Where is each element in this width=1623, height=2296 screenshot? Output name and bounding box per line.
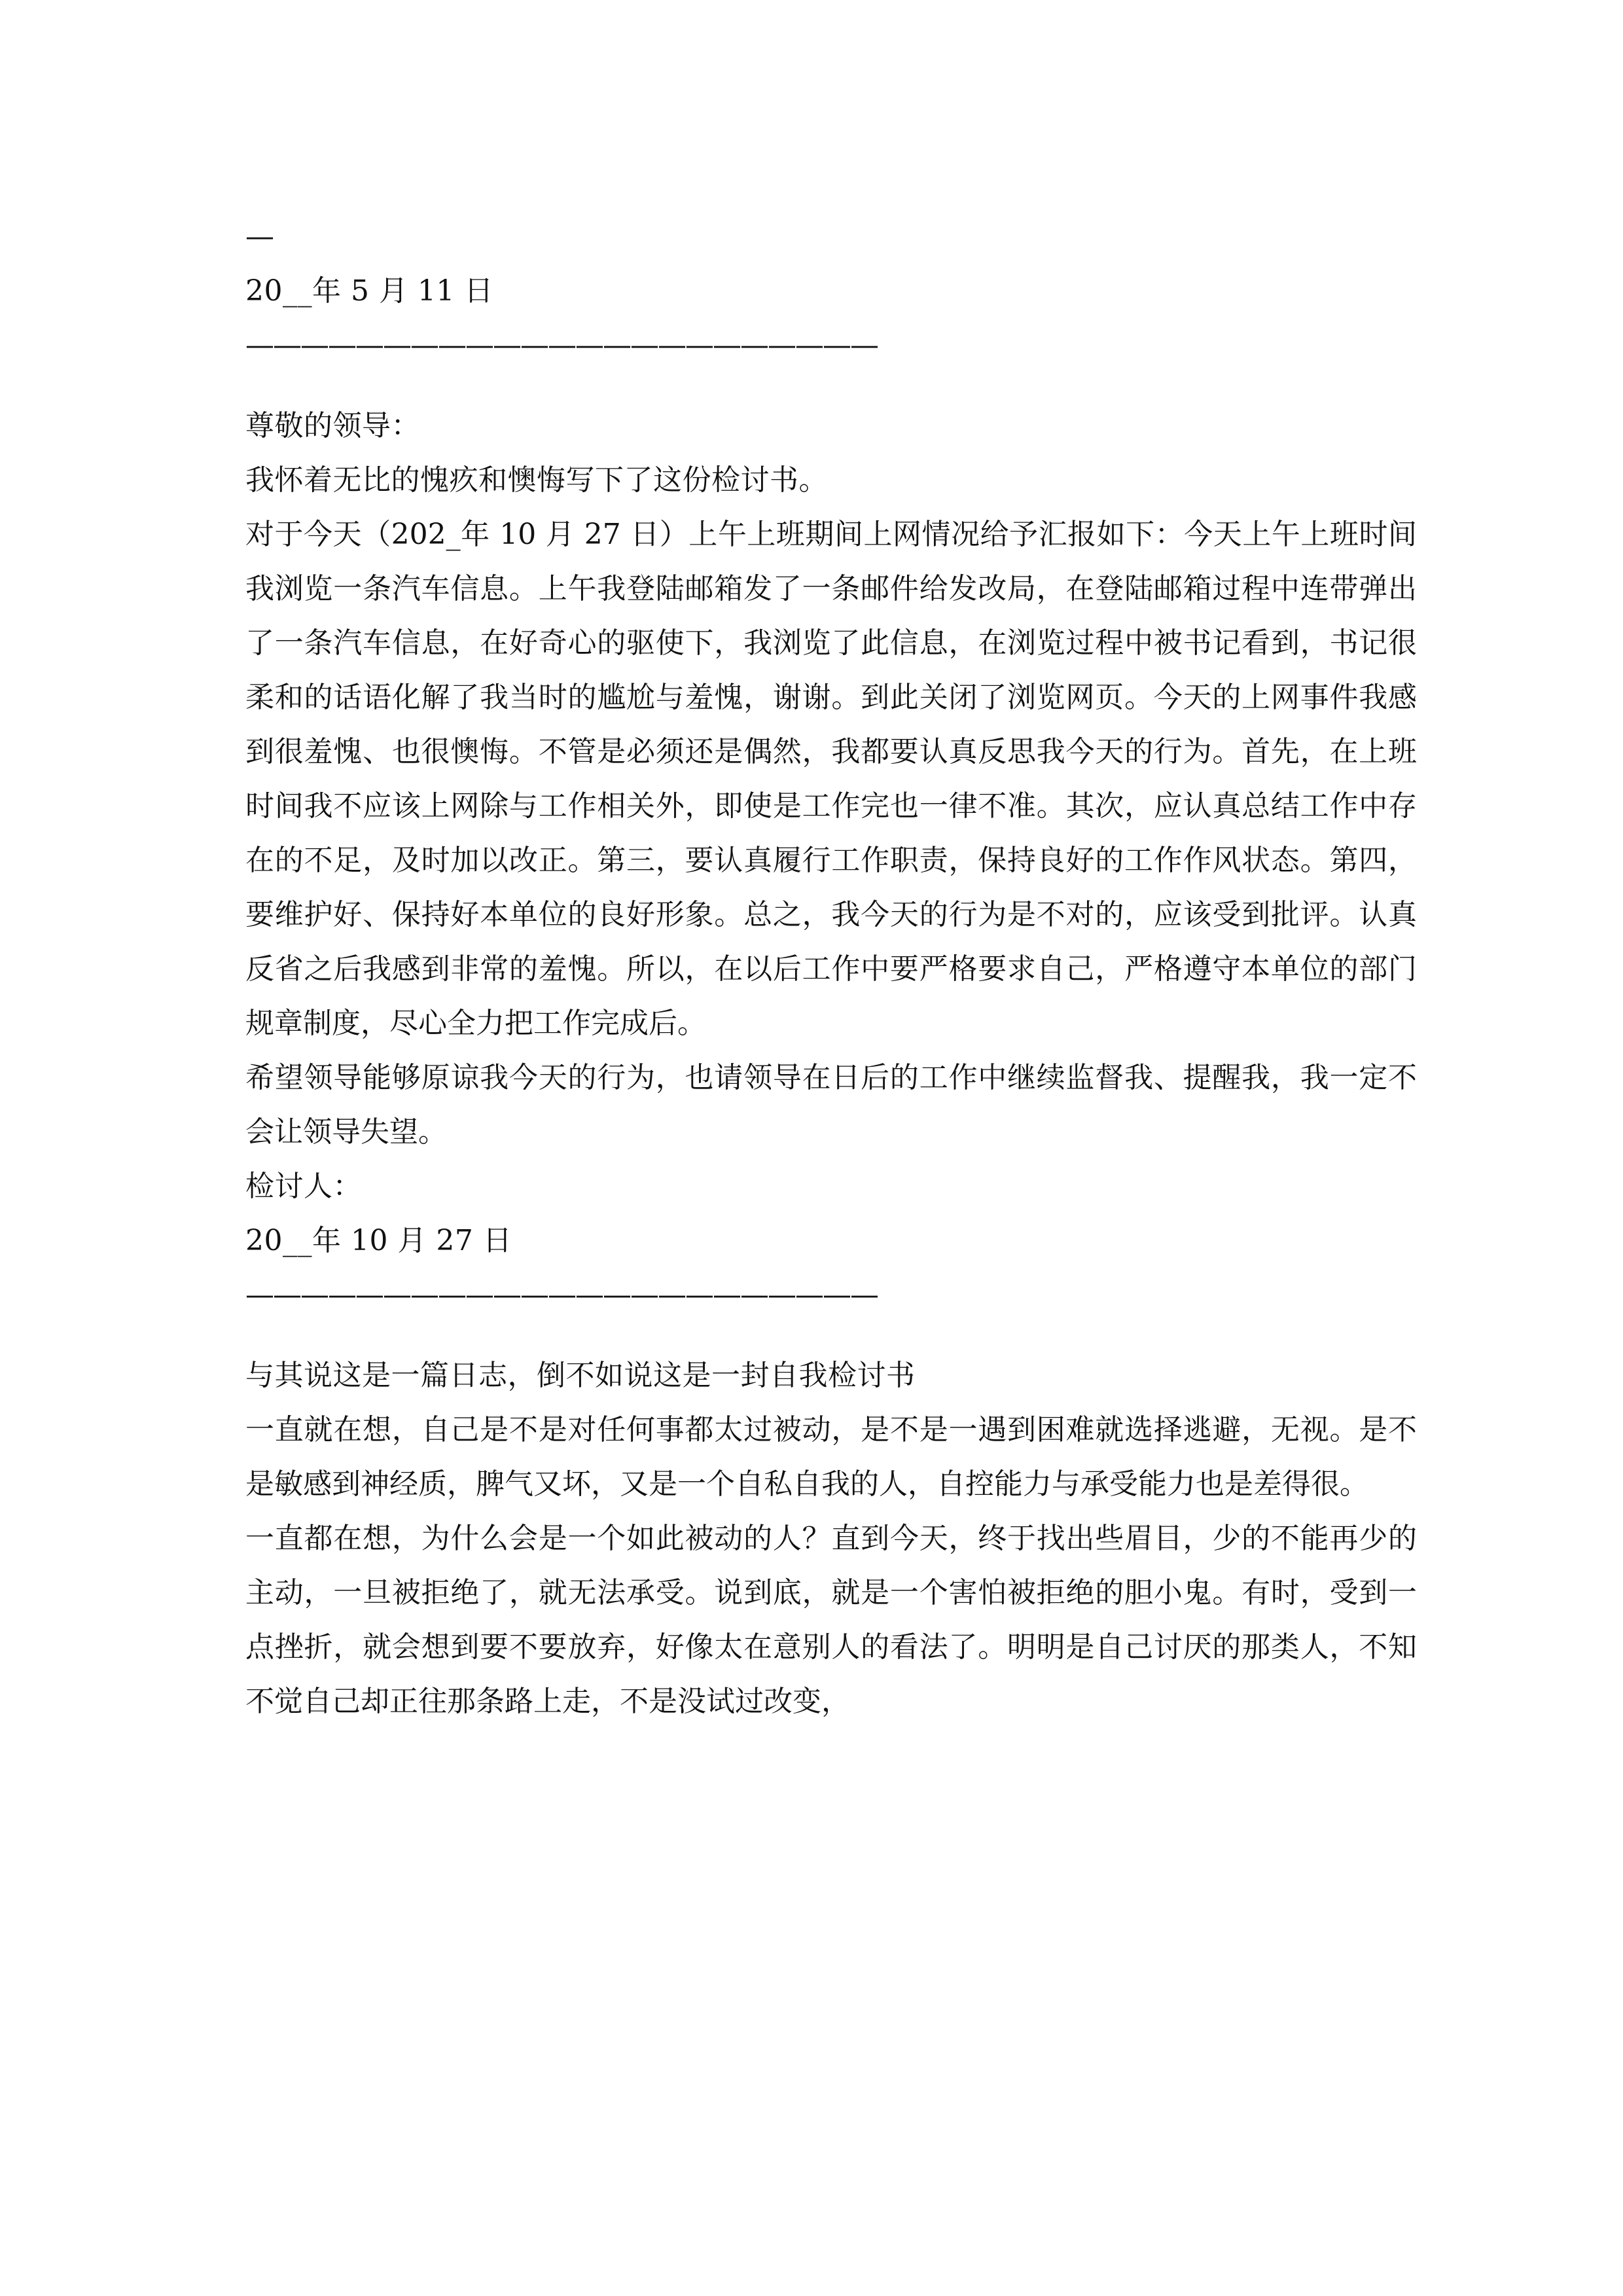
date-line-1: 20__年 5 月 11 日 — [245, 274, 493, 308]
separator-rule-1: ——————————————————————— — [245, 329, 878, 362]
signer-label: 检讨人： — [245, 1170, 362, 1203]
intro-sentence: 我怀着无比的愧疚和懊悔写下了这份检讨书。 — [245, 463, 828, 497]
spacer — [245, 1322, 1417, 1348]
paragraph-3: 一直都在想，为什么会是一个如此被动的人？直到今天，终于找出些眉目，少的不能再少的主动，一旦被拒绝了，就无法承受。说到底，就是一个害怕被拒绝的胆小鬼。有时，受到一点挫折，就会想到要不要放弃，好像太在意别人的看法了。明明是自己讨厌的那类人，不知不觉自己却正往那条路上走，不是没试过改变， — [245, 1522, 1417, 1718]
top-dash: — — [245, 220, 275, 253]
separator-rule-2: ——————————————————————— — [245, 1278, 878, 1312]
body-paragraph: 对于今天（202_年 10 月 27 日）上午上班期间上网情况给予汇报如下：今天上午上班时间我浏览一条汽车信息。上午我登陆邮箱发了一条邮件给发改局，在登陆邮箱过程中连带弹出了一条汽车信息，在好奇心的驱使下，我浏览了此信息，在浏览过程中被书记看到，书记很柔和的话语化解了我当时的尴尬与羞愧，谢谢。到此关闭了浏览网页。今天的上网事件我感到很羞愧、也很懊悔。不管是必须还是偶然，我都要认真反思我今天的行为。首先，在上班时间我不应该上网除与工作相关外，即使是工作完也一律不准。其次，应认真总结工作中存在的不足，及时加以改正。第三，要认真履行工作职责，保持良好的工作作风状态。第四，要维护好、保持好本单位的良好形象。总之，我今天的行为是不对的，应该受到批评。认真反省之后我感到非常的羞愧。所以，在以后工作中要严格要求自己，严格遵守本单位的部门规章制度，尽心全力把工作完成后。 — [245, 518, 1417, 1040]
closing-paragraph: 希望领导能够原谅我今天的行为，也请领导在日后的工作中继续监督我、提醒我，我一定不会让领导失望。 — [245, 1061, 1417, 1149]
date-line-2: 20__年 10 月 27 日 — [245, 1224, 512, 1257]
section-title: 与其说这是一篇日志，倒不如说这是一封自我检讨书 — [245, 1359, 916, 1392]
document-page — [245, 209, 1417, 1729]
paragraph-2: 一直就在想，自己是不是对任何事都太过被动，是不是一遇到困难就选择逃避，无视。是不是敏感到神经质，脾气又坏，又是一个自私自我的人，自控能力与承受能力也是差得很。 — [245, 1413, 1417, 1501]
spacer — [245, 372, 1417, 399]
greeting: 尊敬的领导： — [245, 409, 420, 442]
